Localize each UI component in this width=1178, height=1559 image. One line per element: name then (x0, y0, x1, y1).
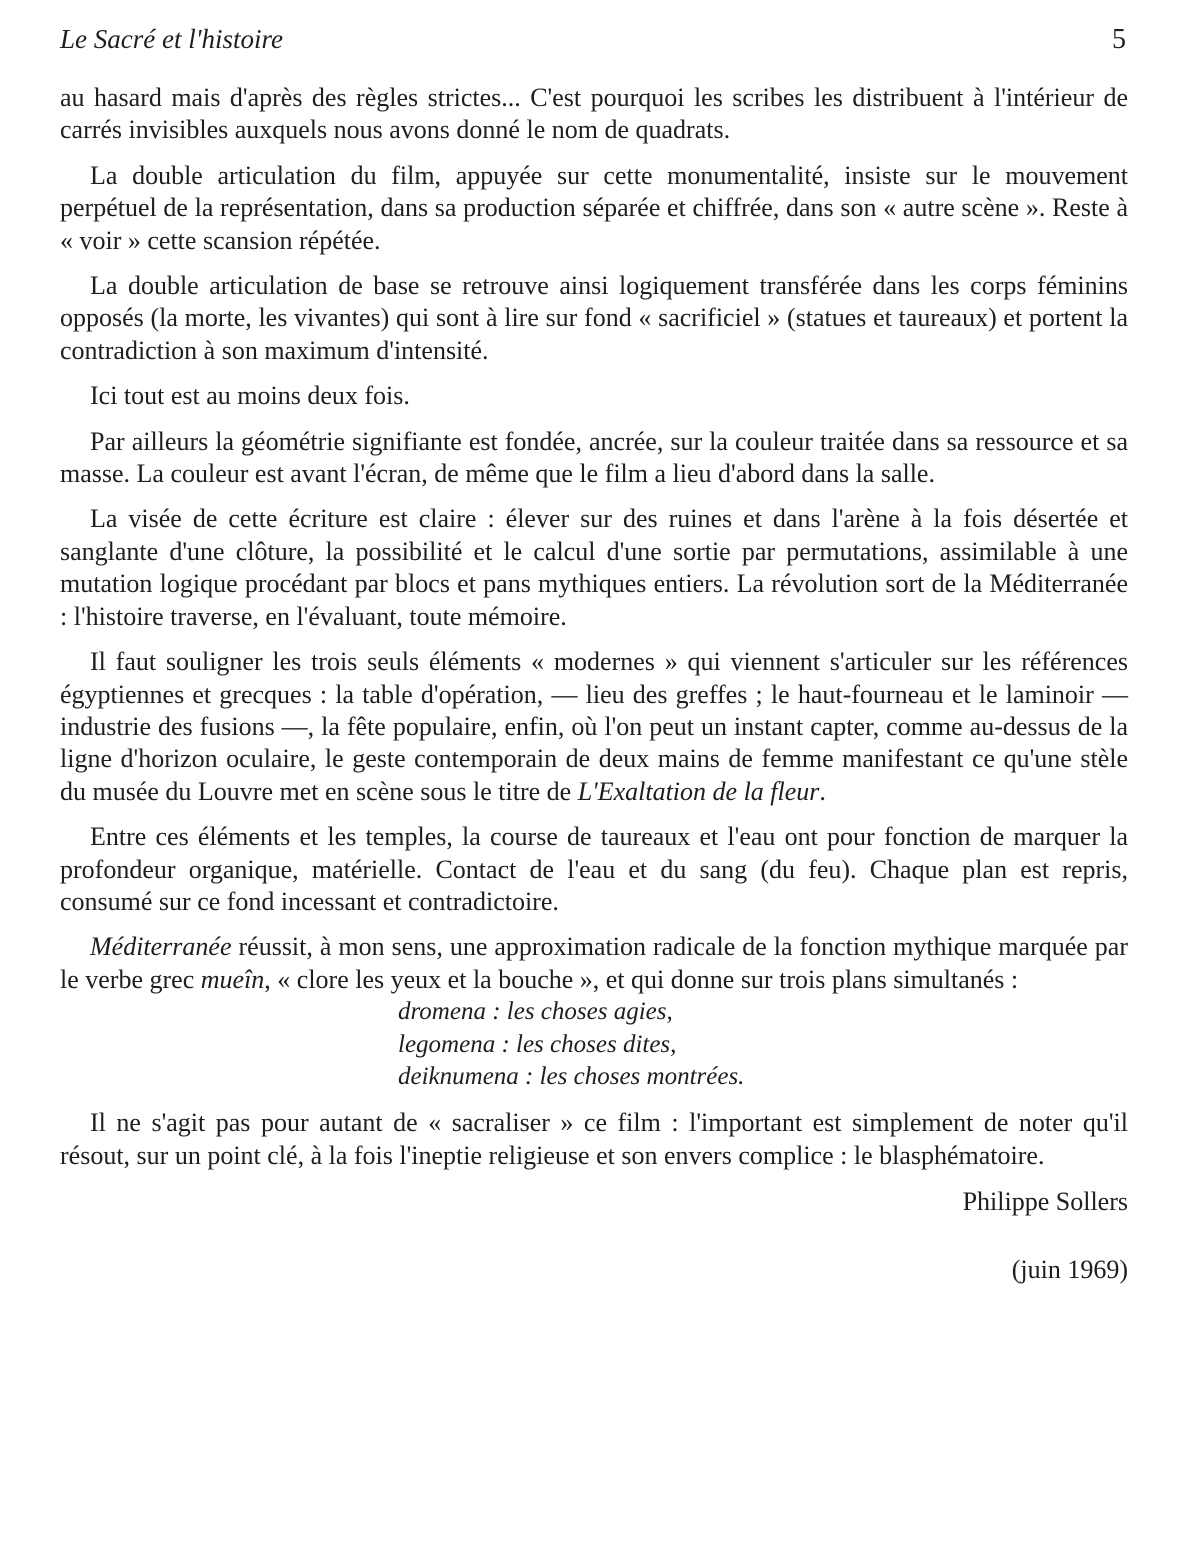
running-header (60, 24, 1128, 82)
paragraph-10: Il ne s'agit pas pour autant de « sacraliser » ce film : l'important est simplement de noter qu'il résout, sur un point clé, à la fois l'ineptie religieuse et son envers complice : le blasphématoire. (60, 1108, 1128, 1170)
verse-line-dromena: dromena : les choses agies, (398, 998, 673, 1026)
paragraph-7-text: Il faut souligner les trois seuls éléments « modernes » qui viennent s'articuler sur les références égyptiennes et grecques : la table d'opération, — lieu des greffes ; le haut-fourneau et le laminoir — industrie des fusions —, la fête populaire, enfin, où l'on peut un instant capter, comme au-dessus de la ligne d'horizon oculaire, le geste contemporain de deux mains de femme manifestant ce qu'une stèle du musée du Louvre met en scène sous le titre de (60, 647, 1128, 806)
paragraph-4: Ici tout est au moins deux fois. (90, 381, 410, 411)
paragraph-9-text-2: , « clore les yeux et la bouche », et qui donne sur trois plans simultanés : (264, 964, 1019, 994)
paragraph-7-end: . (819, 776, 826, 806)
verse-block (398, 996, 1128, 1093)
paragraph-6: La visée de cette écriture est claire : élever sur des ruines et dans l'arène à la fois désertée et sanglante d'une clôture, la possibilité et le calcul d'une sortie par permutations, assimilable à une mutation logique procédant par blocs et pans mythiques entiers. La révolution sort de la Méditerranée : l'histoire traverse, en l'évaluant, toute mémoire. (60, 504, 1128, 631)
verse-line-deiknumena: deiknumena : les choses montrées. (398, 1062, 745, 1090)
date-line: (juin 1969) (1011, 1255, 1128, 1285)
paragraph-9 (60, 931, 1128, 996)
author-signature: Philippe Sollers (962, 1187, 1128, 1217)
paragraph-3: La double articulation de base se retrouve ainsi logiquement transférée dans les corps féminins opposés (la morte, les vivantes) qui sont à lire sur fond « sacrificiel » (statues et taureaux) et portent la contradiction à son maximum d'intensité. (60, 271, 1128, 365)
paragraph-8: Entre ces éléments et les temples, la course de taureaux et l'eau ont pour fonction de marquer la profondeur organique, matérielle. Contact de l'eau et du sang (du feu). Chaque plan est repris, consumé sur ce fond incessant et contradictoire. (60, 822, 1128, 916)
paragraph-9-text-1: réussit, à mon sens, une approximation radicale de la fonction mythique marquée par le verbe grec (60, 932, 1128, 994)
paragraph-5: Par ailleurs la géométrie signifiante est fondée, ancrée, sur la couleur traitée dans sa ressource et sa masse. La couleur est avant l'écran, de même que le film a lieu d'abord dans la salle. (60, 426, 1128, 489)
artwork-title: L'Exaltation de la fleur (577, 776, 820, 806)
greek-verb: mueîn (200, 964, 265, 994)
book-page (60, 24, 1128, 1286)
paragraph-2: La double articulation du film, appuyée sur cette monumentalité, insiste sur le mouvement perpétuel de la représentation, dans sa production séparée et chiffrée, dans son « autre scène ». Reste à « voir » cette scansion répétée. (60, 160, 1128, 255)
film-title: Méditerranée (90, 932, 232, 962)
verse-line-legomena: legomena : les choses dites, (398, 1030, 677, 1058)
running-title: Le Sacré et l'histoire (60, 24, 283, 54)
body-text (60, 82, 1128, 1172)
page-number: 5 (1112, 24, 1126, 55)
paragraph-7 (60, 646, 1128, 808)
paragraph-1: au hasard mais d'après des règles strictes... C'est pourquoi les scribes les distribuent à l'intérieur de carrés invisibles auxquels nous avons donné le nom de quadrats. (60, 83, 1128, 145)
